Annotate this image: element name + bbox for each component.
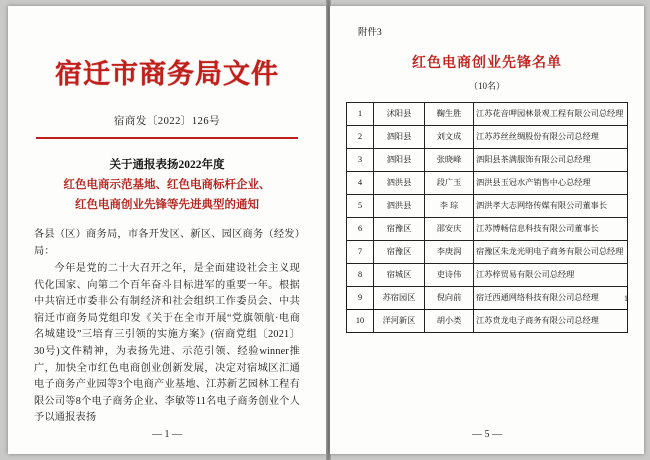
row-unit: 江苏博畅信息科技有限公司董事长 [474,218,628,241]
row-index: 2 [347,126,374,149]
body-paragraph: 各县（区）商务局，市各开发区、新区、园区商务（经发）局： [34,229,300,257]
left-page [8,6,326,454]
row-area: 泗阳县 [374,126,425,149]
row-area: 泗洪县 [374,172,425,195]
table-row [347,149,628,172]
row-unit: 江苏梓贸易有限公司总经理 [474,264,628,287]
row-index: 5 [347,195,374,218]
row-area: 宿城区 [374,264,425,287]
row-unit: 江苏贲龙电子商务有限公司总经理 [474,310,628,333]
table-row [347,195,628,218]
row-index: 4 [347,172,374,195]
row-person-name: 段广玉 [425,172,474,195]
row-index: 3 [347,149,374,172]
table-row [347,310,628,333]
attachment-label: 附件3 [358,28,382,38]
row-area: 沭阳县 [374,103,425,126]
row-area: 宿豫区 [374,218,425,241]
row-person-name: 鞠生胜 [425,103,474,126]
row-index: 8 [347,264,374,287]
notice-title [34,155,300,215]
document-title: 宿迁市商务局文件 [55,59,279,89]
row-area: 泗阳县 [374,149,425,172]
row-area: 苏宿园区 [374,287,425,310]
table-row [347,264,628,287]
table-row [347,172,628,195]
right-page [330,6,644,454]
row-area: 泗洪县 [374,195,425,218]
table-row [347,218,628,241]
row-index: 1 [347,103,374,126]
margin-mark: 1 [624,294,628,303]
row-person-name: 李庚润 [425,241,474,264]
row-person-name: 李 琮 [425,195,474,218]
row-person-name: 倪向前 [425,287,474,310]
document-number: 宿商发〔2022〕126号 [113,116,221,127]
row-unit: 泗阳县茶满服饰有限公司总经理 [474,149,628,172]
red-divider-rule [36,137,298,139]
row-index: 9 [347,287,374,310]
left-page-number: — 1 — [152,429,182,440]
row-area: 洋河新区 [374,310,425,333]
notice-title-line-3: 红色电商创业先锋等先进典型的通知 [75,199,259,212]
row-index: 10 [347,310,374,333]
row-index: 7 [347,241,374,264]
notice-body [34,227,300,426]
body-paragraph: 今年是党的二十大召开之年，是全面建设社会主义现代化国家、向第二个百年奋斗目标进军的重要一年。根据中共宿迁市委非公有制经济和社会组织工作委员会、中共宿迁市商务局党组印发《关于在全市开展“党旗领航·电商名城建设”三培育三引领的实施方案》(宿商党组〔2021〕30号)文件精神，为表扬先进、示范引领、经验winner推广，加快全市红色电商创业创新发展，决定对宿城区汇通电子商务产业园等3个电商产业基地、江苏新艺园林工程有限公司等8个电子商务企业、李敏等11名电子商务创业个人予以通报表扬 [34,263,300,424]
row-person-name: 胡小类 [425,310,474,333]
notice-title-line-1: 关于通报表扬2022年度 [109,159,225,171]
row-unit: 江苏苏丝丝绸股份有限公司总经理 [474,126,628,149]
row-area: 宿豫区 [374,241,425,264]
row-unit: 宿豫区朱龙光明电子商务有限公司总经理 [474,241,628,264]
row-unit: 宿迁西通网络科技有限公司总经理 [474,287,628,310]
row-index: 6 [347,218,374,241]
row-person-name: 吏诗伟 [425,264,474,287]
table-row [347,103,628,126]
list-count: （10名） [468,81,505,91]
list-title: 红色电商创业先锋名单 [412,56,562,71]
row-unit: 泗洪孝大志网络传媒有限公司董事长 [474,195,628,218]
table-row [347,241,628,264]
row-unit: 江苏花音呷园林景观工程有限公司总经理 [474,103,628,126]
table-row [347,287,628,310]
name-list-table [346,102,628,333]
right-page-number: — 5 — [472,429,502,440]
notice-title-line-2: 红色电商示范基地、红色电商标杆企业、 [63,179,271,192]
row-unit: 泗洪县玉冠水产销售中心总经理 [474,172,628,195]
row-person-name: 刘文成 [425,126,474,149]
row-person-name: 张晓峰 [425,149,474,172]
row-person-name: 邵安庆 [425,218,474,241]
table-row [347,126,628,149]
